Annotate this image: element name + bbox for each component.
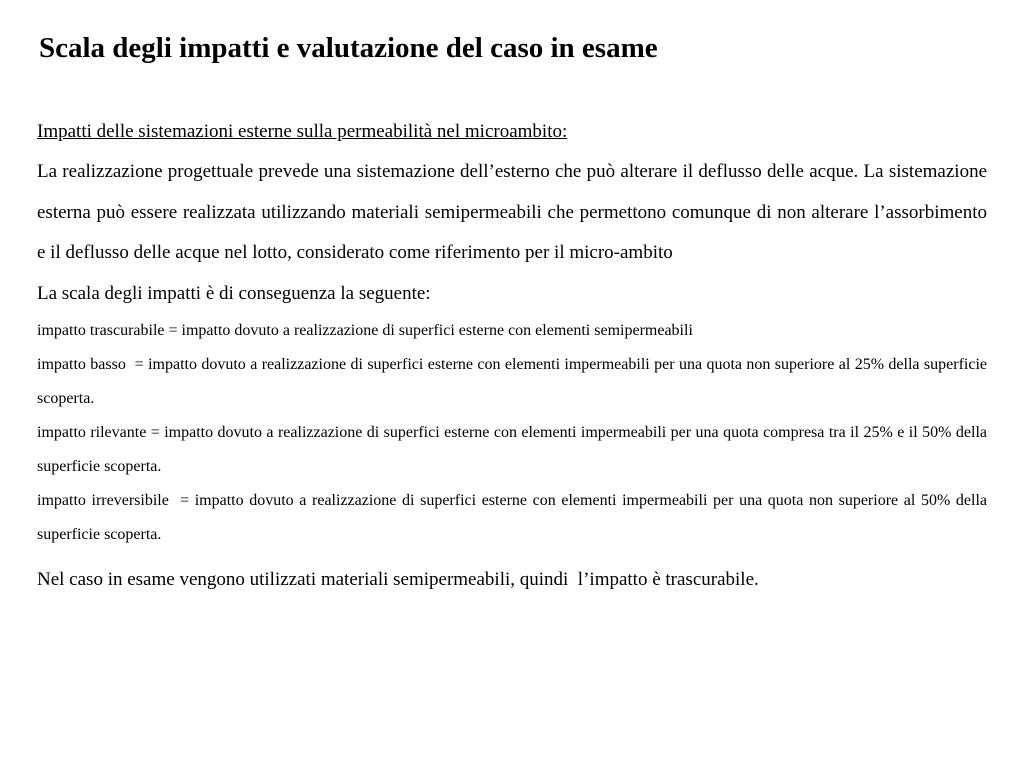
impact-item-irreversible: impatto irreversibile = impatto dovuto a realizzazione di superfici esterne con elementi impermeabili per una quota non superiore al 50% della superficie scoperta. bbox=[37, 491, 991, 543]
body-paragraph: La realizzazione progettuale prevede una sistemazione dell’esterno che può alterare il deflusso delle acque. La sistemazione esterna può essere realizzata utilizzando materiali semipermeabili che permettono comunque di non alterare l’assorbimento e il deflusso delle acque nel lotto, considerato come riferimento per il micro-ambito bbox=[37, 161, 987, 263]
conclusion: Nel caso in esame vengono utilizzati materiali semipermeabili, quindi l’impatto è trascurabile. bbox=[37, 568, 759, 590]
slide-title: Scala degli impatti e valutazione del caso in esame bbox=[39, 32, 658, 64]
impact-item-low: impatto basso = impatto dovuto a realizzazione di superfici esterne con elementi impermeabili per una quota non superiore al 25% della superficie scoperta. bbox=[37, 355, 991, 407]
impact-item-relevant: impatto rilevante = impatto dovuto a realizzazione di superfici esterne con elementi impermeabili per una quota compresa tra il 25% e il 50% della superficie scoperta. bbox=[37, 423, 991, 475]
impact-item-negligible: impatto trascurabile = impatto dovuto a realizzazione di superfici esterne con elementi semipermeabili bbox=[37, 321, 693, 339]
slide-content bbox=[37, 112, 991, 600]
scale-intro: La scala degli impatti è di conseguenza la seguente: bbox=[37, 282, 431, 304]
section-subheading: Impatti delle sistemazioni esterne sulla permeabilità nel microambito: bbox=[37, 121, 568, 142]
impact-scale-list bbox=[37, 314, 991, 552]
